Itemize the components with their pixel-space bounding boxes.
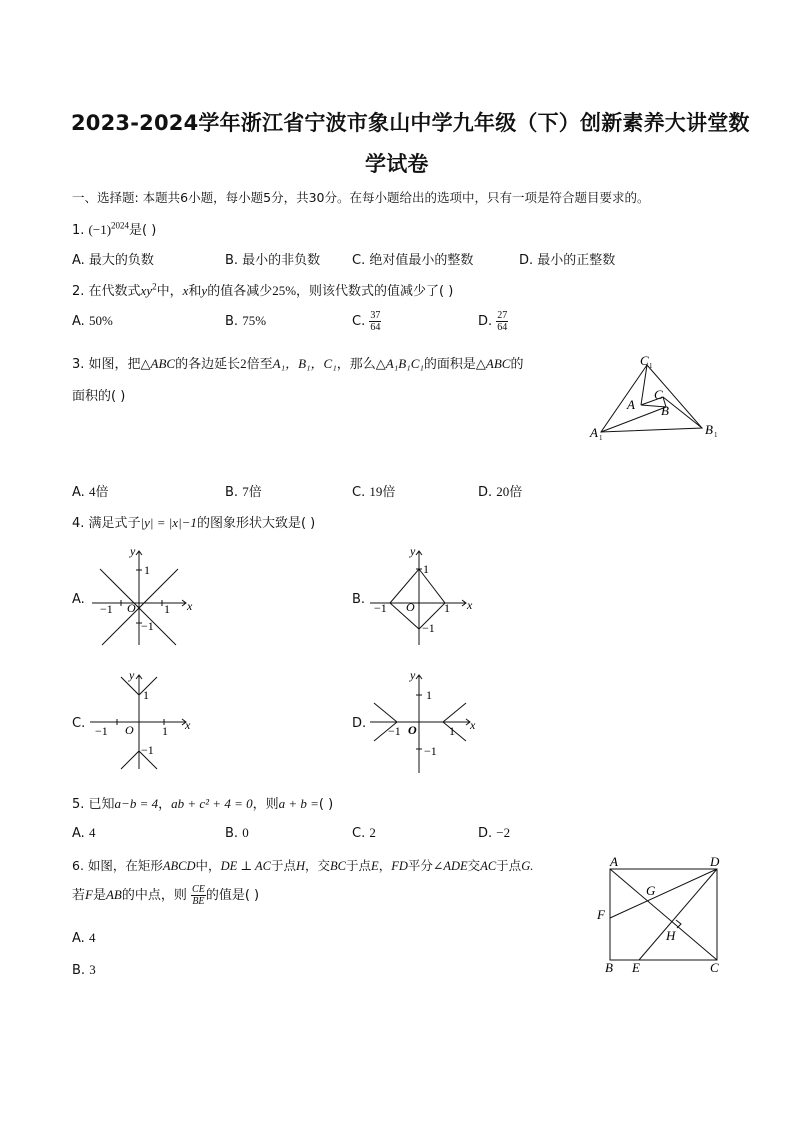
right-angle-mark xyxy=(676,920,681,928)
q2-x: x xyxy=(182,283,189,298)
q4-option-d[interactable]: D. xyxy=(352,716,367,731)
q6-t5: 于点 xyxy=(346,858,372,873)
q5-d-label: D. xyxy=(478,826,493,841)
q6-t11: 是 xyxy=(92,888,106,903)
q3-b-val: 7 xyxy=(242,484,249,499)
diagonal-ac xyxy=(610,869,717,960)
q2-d-fraction xyxy=(496,310,508,333)
q2-b-val: 75% xyxy=(242,313,267,328)
q2-c-den: 64 xyxy=(370,322,381,333)
q6-a-label: A. xyxy=(72,931,85,946)
q6-ang: ∠ADE xyxy=(432,859,468,873)
question-4-stem xyxy=(72,512,315,531)
q5-c-val: 2 xyxy=(369,825,376,840)
q5-a-val: 4 xyxy=(88,825,96,840)
label-a1: A xyxy=(590,425,598,440)
tick-1y: 1 xyxy=(143,688,149,702)
q3-option-a[interactable] xyxy=(72,481,108,500)
q2-text-a: 2. 在代数式 xyxy=(72,284,141,299)
label-c: C xyxy=(654,387,663,402)
question-5-stem xyxy=(72,793,333,812)
q2-c-fraction xyxy=(369,310,381,333)
q2-pct: 25% xyxy=(272,283,297,298)
q5-c-label: C. xyxy=(352,826,366,841)
segment-c1-a xyxy=(641,365,647,405)
label-a: A xyxy=(610,854,618,869)
tick-neg1y: −1 xyxy=(422,621,435,635)
diamond xyxy=(390,569,445,629)
q1-option-a[interactable]: A. 最大的负数 xyxy=(72,253,154,268)
q3-text-b: 的各边延长 xyxy=(175,357,241,372)
q4-option-a[interactable]: A. xyxy=(72,592,85,607)
q1-exp: 2024 xyxy=(111,220,130,231)
label-e: E xyxy=(632,960,640,975)
x-label: x xyxy=(187,599,193,613)
q6-t6: ， xyxy=(378,858,392,873)
q3-d-label: D. xyxy=(478,485,493,500)
q2-d-num: 27 xyxy=(497,310,508,321)
q3-b-label: B. xyxy=(225,485,239,500)
q3-c-val: 19 xyxy=(369,484,383,499)
x-label: x xyxy=(467,598,473,612)
q2-c-label: C. xyxy=(352,314,366,329)
origin-label: O xyxy=(127,601,136,615)
q4-graph-a xyxy=(86,541,198,649)
q6-t9: 于点 xyxy=(496,858,522,873)
q4-option-b[interactable]: B. xyxy=(352,592,366,607)
q3-option-b[interactable] xyxy=(225,481,262,500)
q3-text-f: 的 xyxy=(510,357,524,372)
q5-a-label: A. xyxy=(72,826,85,841)
label-c1-sub: 1 xyxy=(649,362,653,370)
label-a1-sub: 1 xyxy=(599,434,603,442)
q4-expr: |y| = |x|−1 xyxy=(140,515,197,530)
x-label: x xyxy=(185,718,191,732)
q3-c-unit: 倍 xyxy=(382,485,396,500)
q1-expr: (−1) xyxy=(88,222,112,237)
q3-tri1: △ABC xyxy=(140,356,176,371)
q4-text-a: 4. 满足式子 xyxy=(72,516,141,531)
q6-bc: BC xyxy=(330,859,347,873)
q1-suffix: 是( ) xyxy=(129,223,157,238)
q5-d-val: −2 xyxy=(496,825,511,840)
label-c1: C xyxy=(640,353,649,368)
q6-t12: 的中点，则 xyxy=(121,888,187,903)
label-h: H xyxy=(666,928,676,943)
q4-graph-d xyxy=(366,665,482,773)
question-1-stem xyxy=(72,219,156,238)
q3-stem-line2: 面积的( ) xyxy=(72,389,126,404)
tick-1y: 1 xyxy=(423,562,429,576)
q3-text-d: ，那么 xyxy=(336,357,376,372)
question-6-stem-line1 xyxy=(72,856,533,874)
label-f: F xyxy=(597,907,605,922)
label-b: B xyxy=(605,960,613,975)
page-title-line2: 学试卷 xyxy=(365,152,429,176)
q6-ac: AC xyxy=(480,859,497,873)
q3-a-label: A. xyxy=(72,485,85,500)
q5-b-label: B. xyxy=(225,826,239,841)
q4-option-c[interactable]: C. xyxy=(72,716,86,731)
q6-option-b[interactable] xyxy=(72,962,96,978)
q2-text-b: 中， xyxy=(156,284,183,299)
q2-a-label: A. xyxy=(72,314,85,329)
label-b: B xyxy=(661,403,669,418)
q6-e: E xyxy=(371,859,379,873)
q6-rect: ABCD xyxy=(162,859,196,873)
q6-option-a[interactable] xyxy=(72,930,95,946)
label-g: G xyxy=(646,883,656,898)
origin-label: O xyxy=(408,723,417,737)
q2-d-label: D. xyxy=(478,314,493,329)
q6-t13: 的值是( ) xyxy=(205,888,260,903)
q2-option-d[interactable] xyxy=(478,310,508,333)
y-label: y xyxy=(129,668,135,682)
q2-y: y xyxy=(201,283,208,298)
tick-1x: 1 xyxy=(449,724,455,738)
q6-b-val: 3 xyxy=(89,962,96,977)
q1-prefix: 1. xyxy=(72,223,89,238)
q3-option-c[interactable] xyxy=(352,481,395,500)
tick-neg1x: −1 xyxy=(100,602,113,616)
q6-h: H xyxy=(296,859,306,873)
q6-t2: 中， xyxy=(195,858,221,873)
q6-ab: AB xyxy=(105,887,122,902)
q3-a-val: 4 xyxy=(88,484,96,499)
q3-triangle-figure xyxy=(588,350,723,445)
section-header: 一、选择题: 本题共6小题，每小题5分，共30分。在每小题给出的选项中，只有一项是符合题目要求的。 xyxy=(72,190,650,205)
q2-text-c: 的值各减少 xyxy=(207,284,273,299)
q5-option-a[interactable] xyxy=(72,825,95,841)
q5-option-c[interactable] xyxy=(352,825,376,841)
q5-text-c: ( ) xyxy=(318,797,334,812)
q2-expr: xy xyxy=(140,283,153,298)
q3-d-unit: 倍 xyxy=(509,485,523,500)
q1-option-d[interactable]: D. 最小的正整数 xyxy=(519,253,616,268)
q6-g: G. xyxy=(521,859,534,873)
q3-c-label: C. xyxy=(352,485,366,500)
q6-t7: 平分 xyxy=(407,858,433,873)
tick-1x: 1 xyxy=(444,601,450,615)
origin-label: O xyxy=(406,600,415,614)
q5-text-a: 5. 已知 xyxy=(72,797,115,812)
tick-neg1x: −1 xyxy=(95,724,108,738)
q5-option-b[interactable] xyxy=(225,825,249,841)
question-2-stem xyxy=(72,280,453,299)
q6-rectangle-figure xyxy=(590,850,730,978)
q3-text-a: 3. 如图，把 xyxy=(72,357,141,372)
q4-graph-b xyxy=(366,541,478,649)
q5-eq1: a−b = 4 xyxy=(114,796,159,811)
question-6-stem-line2 xyxy=(72,884,259,907)
label-d: D xyxy=(710,854,720,869)
q2-exp: 2 xyxy=(152,281,157,292)
tick-1x: 1 xyxy=(164,602,170,616)
q5-option-d[interactable] xyxy=(478,825,510,841)
q3-text-c: 倍至 xyxy=(246,357,273,372)
q6-fraction xyxy=(191,884,206,907)
q5-text-b: ，则 xyxy=(252,797,279,812)
q3-pts: A₁，B₁，C₁ xyxy=(272,356,337,371)
tick-neg1y: −1 xyxy=(424,744,437,758)
q2-option-a[interactable] xyxy=(72,313,113,329)
q3-d-val: 20 xyxy=(496,484,510,499)
segment-fd xyxy=(610,869,717,918)
tick-neg1x: −1 xyxy=(374,601,387,615)
q5-eq2: ab + c² + 4 = 0 xyxy=(171,796,253,811)
tick-1y: 1 xyxy=(144,563,150,577)
y-label: y xyxy=(410,668,416,682)
x-label: x xyxy=(470,718,476,732)
q6-frac-num: CE xyxy=(192,884,205,895)
q2-and: 和 xyxy=(188,284,202,299)
q6-fd: FD xyxy=(391,859,408,873)
q2-text-d: ，则该代数式的值减少了( ) xyxy=(296,284,454,299)
q2-option-c[interactable] xyxy=(352,310,381,333)
q3-two: 2 xyxy=(240,356,247,371)
label-c: C xyxy=(710,960,719,975)
q6-a-val: 4 xyxy=(88,930,96,945)
q3-tri3: △ABC xyxy=(475,356,511,371)
label-b1: B xyxy=(705,422,713,437)
q2-d-den: 64 xyxy=(497,322,508,333)
q6-t3: 于点 xyxy=(270,858,296,873)
label-b1-sub: 1 xyxy=(714,431,718,439)
q3-text-e: 的面积是 xyxy=(423,357,476,372)
y-label: y xyxy=(130,544,136,558)
tick-1x: 1 xyxy=(162,724,168,738)
q6-t1: 6. 如图，在矩形 xyxy=(72,858,163,873)
q6-perp: DE ⊥ AC xyxy=(220,859,271,873)
q2-option-b[interactable] xyxy=(225,313,266,329)
q1-option-b[interactable]: B. 最小的非负数 xyxy=(225,253,321,268)
q5-eq3: a + b = xyxy=(278,796,319,811)
q3-b-unit: 倍 xyxy=(248,485,262,500)
tick-1y: 1 xyxy=(426,688,432,702)
tick-neg1y: −1 xyxy=(141,743,154,757)
tick-neg1x: −1 xyxy=(388,724,401,738)
q6-f: F xyxy=(85,887,93,902)
question-3-stem xyxy=(72,353,523,372)
q3-tri2: △A₁B₁C₁ xyxy=(375,356,424,371)
q6-t4: ，交 xyxy=(305,858,331,873)
q1-option-c[interactable]: C. 绝对值最小的整数 xyxy=(352,253,474,268)
triangle-a1b1c1 xyxy=(601,365,702,432)
q6-frac-den: BE xyxy=(192,896,205,907)
q5-sep: ， xyxy=(158,797,172,812)
q6-t8: 交 xyxy=(467,858,481,873)
q3-option-d[interactable] xyxy=(478,481,522,500)
q2-a-val: 50% xyxy=(88,313,113,328)
label-a: A xyxy=(627,397,635,412)
q4-graph-c xyxy=(86,665,198,773)
page-title-line1: 2023-2024学年浙江省宁波市象山中学九年级（下）创新素养大讲堂数 xyxy=(71,111,750,135)
y-label: y xyxy=(410,544,416,558)
tick-neg1y: −1 xyxy=(141,619,154,633)
origin-label: O xyxy=(125,723,134,737)
q4-text-b: 的图象形状大致是( ) xyxy=(196,516,316,531)
q5-b-val: 0 xyxy=(242,825,249,840)
q6-t10: 若 xyxy=(72,888,86,903)
q6-b-label: B. xyxy=(72,963,86,978)
q3-a-unit: 倍 xyxy=(95,485,109,500)
q2-c-num: 37 xyxy=(370,310,381,321)
q2-b-label: B. xyxy=(225,314,239,329)
